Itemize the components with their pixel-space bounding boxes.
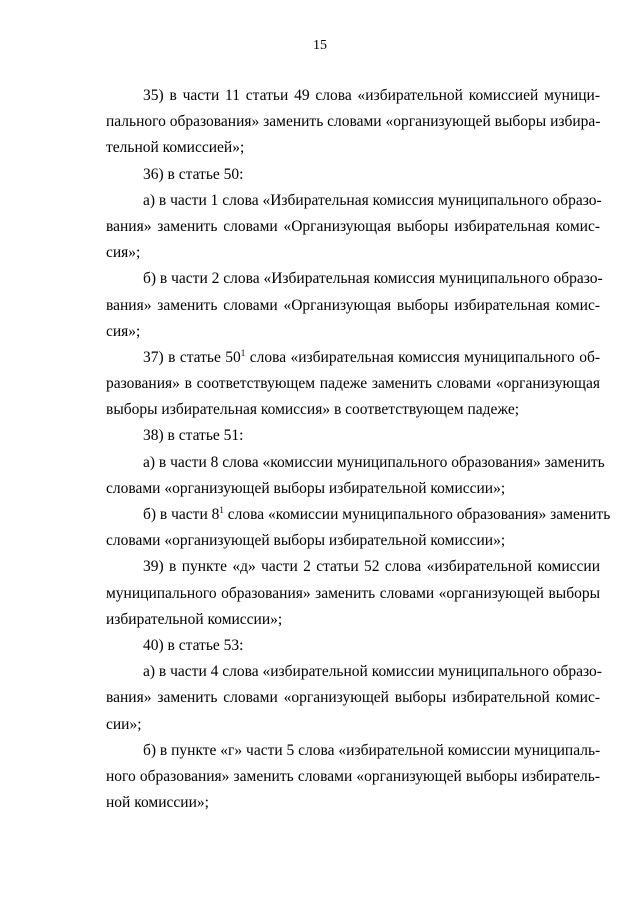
text-line: 35) в части 11 статьи 49 слова «избирательной комиссией муници- xyxy=(143,87,600,104)
text-line: пального образования» заменить словами «организующей выборы избира- xyxy=(106,113,601,131)
text-line: сия»; xyxy=(106,322,141,340)
text-line: словами «организующей выборы избирательной комиссии»; xyxy=(106,532,506,550)
page-number: 15 xyxy=(313,38,327,53)
text-line: словами «организующей выборы избирательной комиссии»; xyxy=(106,479,506,497)
text-line-segment: слова «избирательная комиссия муниципального об- xyxy=(245,348,600,366)
text-line: сия»; xyxy=(106,244,141,262)
text-line-segment: б) в части 8 xyxy=(143,506,220,523)
text-line: сии»; xyxy=(106,715,142,733)
text-line: тельной комиссией»; xyxy=(106,139,245,157)
text-line: б) в части 2 слова «Избирательная комиссия муниципального образо- xyxy=(143,270,603,288)
text-line: б) в пункте «г» части 5 слова «избирательной комиссии муниципаль- xyxy=(143,741,601,759)
text-line: 39) в пункте «д» части 2 статьи 52 слова «избирательной комиссии xyxy=(143,558,600,576)
text-line: вания» заменить словами «Организующая выборы избирательная комис- xyxy=(106,217,600,235)
text-line: а) в части 4 слова «избирательной комиссии муниципального образо- xyxy=(143,663,602,681)
text-line xyxy=(106,502,611,528)
text-line xyxy=(106,345,600,371)
text-line: вания» заменить словами «Организующая выборы избирательная комис- xyxy=(106,296,600,314)
text-line: 40) в статье 53: xyxy=(143,636,244,654)
text-line: 36) в статье 50: xyxy=(143,165,244,183)
superscript: 1 xyxy=(240,347,246,358)
text-line-segment: 37) в статье 50 xyxy=(143,348,241,366)
text-line-segment: слова «комиссии муниципального образования» заменить xyxy=(223,506,611,523)
text-line: муниципального образования» заменить словами «организующей выборы xyxy=(106,584,600,602)
text-line: разования» в соответствующем падеже заменить словами «организующая xyxy=(106,375,600,393)
text-line: вания» заменить словами «организующей выборы избирательной комис- xyxy=(106,689,600,707)
text-line: ного образования» заменить словами «организующей выборы избиратель- xyxy=(106,767,600,785)
text-line: избирательной комиссии»; xyxy=(106,610,283,628)
superscript: 1 xyxy=(219,504,224,515)
text-line: а) в части 8 слова «комиссии муниципального образования» заменить xyxy=(143,453,605,471)
document-body xyxy=(106,83,611,816)
text-line: а) в части 1 слова «Избирательная комиссия муниципального образо- xyxy=(143,191,602,209)
text-line: ной комиссии»; xyxy=(106,794,209,812)
text-line: выборы избирательная комиссия» в соответствующем падеже; xyxy=(106,401,520,419)
text-line: 38) в статье 51: xyxy=(143,427,244,445)
